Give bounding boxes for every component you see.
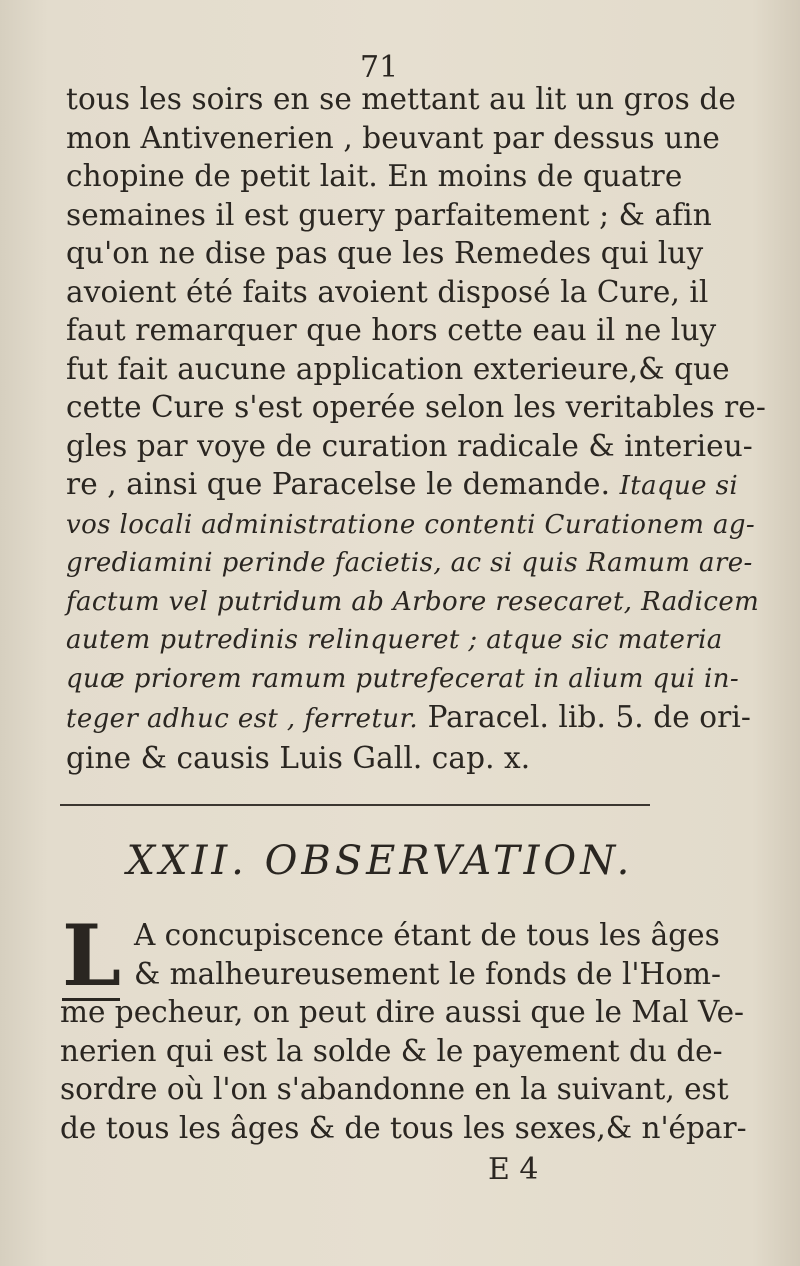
text-line: de tous les âges & de tous les sexes,& n'épar- <box>60 1110 747 1145</box>
page-number: 71 <box>360 50 399 85</box>
text-plain: re , ainsi que Paracelse le demande. <box>66 467 611 501</box>
catchword-signature: E 4 <box>488 1152 539 1187</box>
latin-quote-start: Itaque si <box>619 471 739 501</box>
text-line: nerien qui est la solde & le payement du de- <box>60 1033 723 1068</box>
latin-quote-line: autem putredinis relinqueret ; atque sic materia <box>66 625 723 655</box>
latin-quote-line: factum vel putridum ab Arbore resecaret, Radicem <box>66 586 760 617</box>
text-line: chopine de petit lait. En moins de quatre <box>66 159 683 193</box>
observation-text <box>60 993 747 1147</box>
observation-first-lines <box>134 916 721 993</box>
text-line: mon Antivenerien , beuvant par dessus une <box>66 120 720 155</box>
text-line: me pecheur, on peut dire aussi que le Mal Ve- <box>60 995 745 1029</box>
text-line: tous les soirs en se mettant au lit un gros de <box>66 82 736 116</box>
text-line: faut remarquer que hors cette eau il ne luy <box>66 313 717 347</box>
text-line-mixed <box>66 465 739 506</box>
citation: Paracel. lib. 5. de ori- <box>427 700 751 734</box>
text-line: sordre où l'on s'abandonne en la suivant, est <box>60 1072 729 1106</box>
text-line: & malheureusement le fonds de l'Hom- <box>134 956 721 991</box>
latin-quote-line: vos locali administratione contenti Curationem ag- <box>66 509 756 540</box>
body-text <box>66 80 766 777</box>
text-line: fut fait aucune application exterieure,& que <box>66 351 730 386</box>
latin-quote-end: teger adhuc est , ferretur. <box>66 704 419 734</box>
text-line-mixed <box>66 698 751 739</box>
text-line: cette Cure s'est operée selon les veritables re- <box>66 390 766 424</box>
section-divider <box>60 804 650 806</box>
citation-end: gine & causis Luis Gall. cap. x. <box>66 740 531 775</box>
text-line: semaines il est guery parfaitement ; & afin <box>66 197 712 232</box>
drop-cap: L <box>62 906 122 1005</box>
text-line: avoient été faits avoient disposé la Cure, il <box>66 274 709 309</box>
text-line: qu'on ne dise pas que les Remedes qui luy <box>66 236 704 270</box>
text-line: A concupiscence étant de tous les âges <box>134 918 720 952</box>
latin-quote-line: grediamini perinde facietis, ac si quis Ramum are- <box>66 548 753 578</box>
text-line: gles par voye de curation radicale & interieu- <box>66 428 753 463</box>
latin-quote-line: quæ priorem ramum putrefecerat in alium qui in- <box>66 663 740 694</box>
section-heading: XXII. OBSERVATION. <box>126 838 634 884</box>
